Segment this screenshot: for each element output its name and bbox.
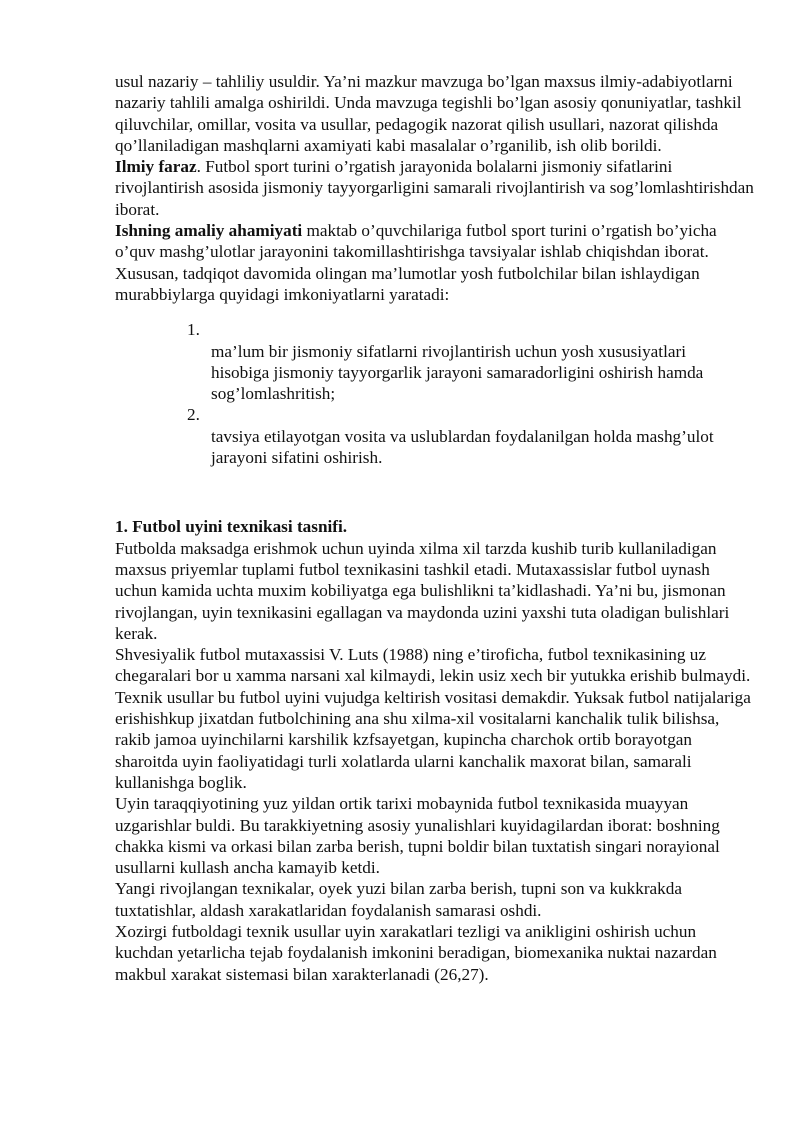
method-paragraph bbox=[115, 71, 755, 156]
significance-text: maktab o’quvchilariga futbol sport turini o’rgatish bo’yicha o’quv mashg’ulotlar jarayonini takomillashtirishga tavsiyalar ishlab chiqishdan iborat. Xususan, tadqiqot davomida olingan ma’lumotlar yosh futbolchilar bilan ishlaydigan murabbiylarga quyidagi imkoniyatlarni yaratadi: bbox=[115, 221, 717, 304]
list-item-text: tavsiya etilayotgan vosita va uslublardan foydalanilgan holda mashg’ulot jarayoni sifatini oshirish. bbox=[211, 426, 714, 468]
list-item bbox=[115, 319, 755, 404]
significance-label: Ishning amaliy ahamiyati bbox=[115, 221, 303, 241]
method-text: usul nazariy – tahliliy usuldir. Ya’ni mazkur mavzuga bo’lgan maxsus ilmiy-adabiyotlarni nazariy tahlili amalga oshirildi. Unda mavzuga tegishli bo’lgan asosiy qonuniyatlar, tashkil qiluvchilar, omillar, vosita va usullar, pedagogik nazorat qilish usullari, nazorat qilishda qo’llaniladigan mashqlarni axamiyati kabi masalalar o’rganilib, ish olib borildi. bbox=[115, 72, 742, 155]
numbered-list bbox=[115, 319, 755, 468]
document-page bbox=[115, 71, 755, 985]
body-paragraph: Futbolda maksadga erishmok uchun uyinda xilma xil tarzda kushib turib kullaniladigan maxsus priyemlar tuplami futbol texnikasini tashkil etadi. Mutaxassislar futbol uynash uchun kamida uchta muxim kobiliyatga ega bulishlikni ta’kidlashadi. Ya’ni bu, jismonan rivojlangan, uyin texnikasini egallagan va maydonda uzini yaxshi tuta oladigan bulishlari kerak. bbox=[115, 538, 730, 643]
hypothesis-label: Ilmiy faraz bbox=[115, 157, 197, 177]
list-item-text: ma’lum bir jismoniy sifatlarni rivojlantirish uchun yosh xususiyatlari hisobiga jismoniy tayyorgarlik jarayoni samaradorligini oshirish hamda sog’lomlashritish; bbox=[211, 341, 704, 404]
list-item-number: 2. bbox=[187, 405, 200, 425]
hypothesis-text: . Futbol sport turini o’rgatish jarayonida bolalarni jismoniy sifatlarini rivojlantirish asosida jismoniy tayyorgarligini samarali rivojlantirish va sog’lomlashtirishdan iborat. bbox=[115, 157, 754, 219]
body-paragraph: Uyin taraqqiyotining yuz yildan ortik tarixi mobaynida futbol texnikasida muayyan uzgarishlar buldi. Bu tarakkiyetning asosiy yunalishlari kuyidagilardan iborat: boshning chakka kismi va orkasi bilan zarba berish, tupni boldir bilan tuxtatish singari norayional usullarni kullash ancha kamayib ketdi. bbox=[115, 794, 720, 878]
body-paragraph: Xozirgi futboldagi texnik usullar uyin xarakatlari tezligi va anikligini oshirish uchun kuchdan yetarlicha tejab foydalanish imkonini beradigan, biomexanika nuktai nazardan makbul xarakat sistemasi bilan xarakterlanadi (26,27). bbox=[115, 921, 717, 984]
list-item-number: 1. bbox=[187, 320, 200, 340]
list-item bbox=[115, 404, 755, 468]
significance-paragraph bbox=[115, 220, 755, 305]
body-paragraph: Texnik usullar bu futbol uyini vujudga keltirish vositasi demakdir. Yuksak futbol natijalariga erishishkup jixatdan futbolchining ana shu xilma-xil vositalarni kanchalik tulik bilishsa, rakib jamoa uyinchilarni karshilik kzfsayetgan, kupincha charchok ortib borayotgan sharoitda uyin faoliyatidagi turli xolatlarda ularni kanchalik maxorat bilan, samarali kullanishga boglik. bbox=[115, 687, 751, 792]
hypothesis-paragraph bbox=[115, 156, 755, 220]
section-heading: 1. Futbol uyini texnikasi tasnifi. bbox=[115, 517, 348, 537]
body-paragraph: Yangi rivojlangan texnikalar, oyek yuzi bilan zarba berish, tupni son va kukkrakda tuxtatishlar, aldash xarakatlaridan foydalanish samarasi oshdi. bbox=[115, 879, 682, 920]
body-paragraph: Shvesiyalik futbol mutaxassisi V. Luts (1988) ning e’tiroficha, futbol texnikasining uz chegaralari bor u xamma narsani xal kilmaydi, lekin usiz xech bir yutukka erishib bulmaydi. bbox=[115, 645, 751, 686]
